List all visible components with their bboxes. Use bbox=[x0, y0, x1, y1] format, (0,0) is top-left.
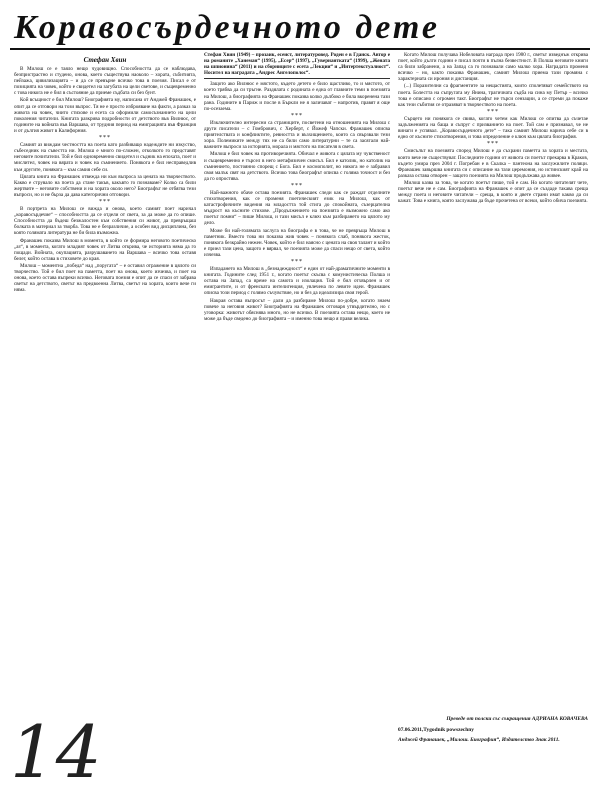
paragraph: Изключително интересни са страниците, посветени на отношенията на Милош с други писатели – с Гомбрович, с Херберт, с Йожеф Чапски. Франашек описва приятелствата и конфликтите, ревността и възхищението, които са свързвали тези хора. Полемиките между тях не са били само литературни – те са засягали най-важните въпроси за историята, морала и мястото на писателя в света. bbox=[204, 119, 390, 151]
paragraph: Милош казва за това, че когато поетът пише, той е сам. Но когато читателят чете, поетът вече не е сам. Биографията на Франашек е опит да се създаде такава среща между поета и неговите читатели – среща, в която и двете страни имат какво да си кажат. Това е книга, която заслужава да бъде прочетена от всеки, който обича поезията. bbox=[398, 179, 588, 205]
paragraph: Кой всъщност е бил Милош? Биографията му, написана от Анджей Франашек, е опит да се отговори на този въпрос. Тя не е просто изброяване на факти, а разказ за живота на човек, чиито стихове и есета са оформили самосъзнанието на цели поколения читатели. Книгата разкрива подробности от детството във Вилнюс, от годините на войната във Варшава, от трудния период на емиграцията във Франция и от дългия живот в Калифорния. bbox=[14, 97, 196, 134]
paragraph: Самият аз виждам честността на поета като разбиващо надеждите ни изкуство, събеседник на съвестта ни. Милош е много по-сложен, отколкото го представят неговите почитатели. Той е бил едновременно свидетел и съдник на епохата, поет и мислител, човек на вярата и човек на съмнението. Понякога е бил несправедлив към другите, понякога – към самия себе си. bbox=[14, 142, 196, 173]
paragraph: Цялата книга на Франашек отвежда ни към въпроса за цената на творчеството. Какво е струвало на поета да стане такъв, какъвто го познаваме? Колко са били жертвите – неговите собствени и на хората около него? Биографът не отбягва тези въпроси, но и не бърза да дава категорични отговори. bbox=[14, 173, 196, 198]
paragraph: Когато Милош получава Нобеловата награда през 1980 г., светът изведнъж открива поет, който дълги години е писал почти в пълна безвестност. В Полша неговите книги са били забранени, а на Запад са го познавали само малко хора. Наградата променя всичко – но, както показва Франашек, самият Милош приема тази промяна с характерната си ирония и дистанция. bbox=[398, 52, 588, 83]
paragraph: Милош – моментна „победа“ над „поругата“ – е оставил отражение в цялото си творчество. Той е бил поет на паметта, поет на онова, което изчезва, и поет на онова, което остава въпреки всичко. Неговата поезия е опит да се спаси от забрава светът на детството, светът на предвоенна Литва, светът на хората, които вече ги няма. bbox=[14, 262, 196, 294]
paragraph: Защото ако Вилнюс е мястото, където детето е било щастливо, то и мястото, от което трябва да си тръгне. Раздялата с родината е една от главните теми в поезията на Милош, а биографията на Франашек показва колко дълбоко е била вкоренена тази рана. Годините в Париж и после в Бъркли не я заличават – напротив, правят я още по-осезаема. bbox=[204, 81, 390, 112]
section-separator: *** bbox=[99, 198, 111, 205]
paragraph: В Милош се е таяло нещо чудовищно. Способността да се наблюдава, безпристрастно и студено, онова, което съществува наоколо – хората, събитията, пейзажа, цивилизацията – и да се превърне всичко това в поезия. Писал е от позицията на човек, който е свидетел на загубата на цели светове, и същевременно с това никога не е бил в състояние да приеме съдбата си без бунт. bbox=[14, 66, 196, 97]
paragraph: Смисълът на поезията според Милош е да съхрани паметта за хората и местата, които вече не съществуват. Последните години от живота си поетът прекарва в Краков, където умира през 2004 г. Погребан е в Скалка – пантеона на заслужилите поляци. Франашек завършва книгата си с описание на тази церемония, но истинският край на разказа остава отворен – защото поезията на Милош продължава да живее. bbox=[398, 148, 588, 179]
translator-credit: Преведе от полски със съкращения АДРИАНА КОВАЧЕВА bbox=[446, 716, 588, 722]
section-separator: *** bbox=[487, 141, 499, 148]
article-column-2 bbox=[204, 52, 390, 784]
author-byline: Стефан Хвин bbox=[83, 56, 127, 64]
page-number: 14 bbox=[10, 710, 102, 794]
book-citation: Анджей Франашек, „Милош. Биография“, Издателство Знак 2011. bbox=[398, 737, 560, 744]
paragraph: Най-важното обаче остава поезията. Франашек следи как се раждат отделните стихотворения, как се променя поетическият език на Милош, как от катастрофичните видения на младостта той стига до спокойната, съзерцателна мъдрост на късните стихове. „Продължението на поезията е възможно само ако поетът помни“ – пише Милош, и тази мисъл е ключ към разбирането на цялото му дело. bbox=[204, 189, 390, 227]
article-column-3 bbox=[398, 52, 588, 712]
paragraph: Милош е бил човек на противоречията. Обичал е живота с цялата му чувственост и същевременно е търсел в него метафизичен смисъл. Бил е католик, но католик на съмнението, постоянно спорещ с Бога. Бил е космополит, но никога не е забравил своя малък свят на детството. Всичко това биографът описва с голяма точност и без да го опростява. bbox=[204, 151, 390, 182]
section-separator: *** bbox=[291, 259, 303, 265]
article-credits bbox=[398, 716, 588, 792]
section-separator: *** bbox=[291, 182, 303, 189]
paragraph: Сърцето ни понякога се свива, когато четем как Милош се опитва да съчетае задълженията на баща и съпруг с призванието на поет. Той сам е признавал, че не винаги е успявал. „Коравосърдечното дете“ – така самият Милош нарича себе си в едно от късните стихотворения, и това определение е ключ към цялата биография. bbox=[398, 115, 588, 141]
article-column-1 bbox=[14, 66, 196, 756]
paragraph: Може би най-голямата заслуга на биографа е в това, че не превръща Милош в паметник. Вместо това ни показва жив човек – понякога слаб, понякога жесток, понякога безкрайно нежен. Човек, който е бил наясно с цената на своя талант и който е приел тази цена, защото е вярвал, че поезията може да спаси нещо от света, който изчезва. bbox=[204, 227, 390, 258]
section-separator: *** bbox=[487, 108, 499, 115]
paragraph: Франашек показва Милош в момента, в който се формира неговото поетическо „аз“, в момента, когато младият човек от Литва открива, че историята няма да го пощади. Войната, окупацията, разрушаването на Варшава – всичко това оставя белег, който остава в стиховете до края. bbox=[14, 237, 196, 262]
section-separator: *** bbox=[99, 135, 111, 142]
paragraph: (...) Поразителни са фрагментите за нещастията, които сполетяват семейството на поета. Болестта на съпругата му Янина, трагичната съдба на сина му Петър – всичко това е описано с огромен такт. Биографът не търси сензации, а се стреми да покаже как тези събития се отразяват в творчеството на поета. bbox=[398, 83, 588, 108]
section-separator: *** bbox=[291, 112, 303, 119]
paragraph: Изпадането на Милош в „безнадеждност“ е един от най-драматичните моменти в книгата. Годините след 1951 г., когато поетът скъсва с комунистическа Полша и остава на Запад, са време на самота и изолация. Той е бил отхвърлен и от емигрантите, и от френската интелигенция, увлечена по левите идеи. Франашек описва този период с голямо съчувствие, но и без да идеализира своя герой. bbox=[204, 266, 390, 297]
source-credit: 07.06.2011,Tygodnik powszechny bbox=[398, 726, 474, 733]
paragraph: В портрета на Милош се вижда и онова, което самият поет наричал „коравосърдечие“ – способността да се отдели от света, за да може да го опише. Способността да бъдеш безжалостен към собствения си живот, да превръщаш болката в материал за творба. Това не е безразличие, а особен вид дисциплина, без която голямата литература не би била възможна. bbox=[14, 206, 196, 237]
paragraph: Накрая остава въпросът – дали да разбираме Милош по-добре, когато знаем повече за неговия живот? Биографията на Франашек отговаря утвърдително, но с уговорка: животът обяснява много, но не всичко. В поезията остава нещо, което не може да бъде сведено до биографията – и именно това нещо я прави велика. bbox=[204, 297, 390, 322]
author-intro: Стефан Хвин (1949) – прозаик, есеист, литературовед. Роден е в Гданск. Автор е на романите „Ханеман“ (1995), „Есер“ (1997), „Гувернантката“ (1999), „Жената на шпионина“ (2011) и на сборниците с есета „Лекции“ и „Интертекстуалност“. Носител на наградата „Андрес Ангелополос“. bbox=[204, 52, 390, 77]
title-rule bbox=[10, 48, 590, 50]
page-title: Коравосърдечното дете bbox=[14, 9, 440, 46]
intro-divider bbox=[204, 78, 390, 79]
